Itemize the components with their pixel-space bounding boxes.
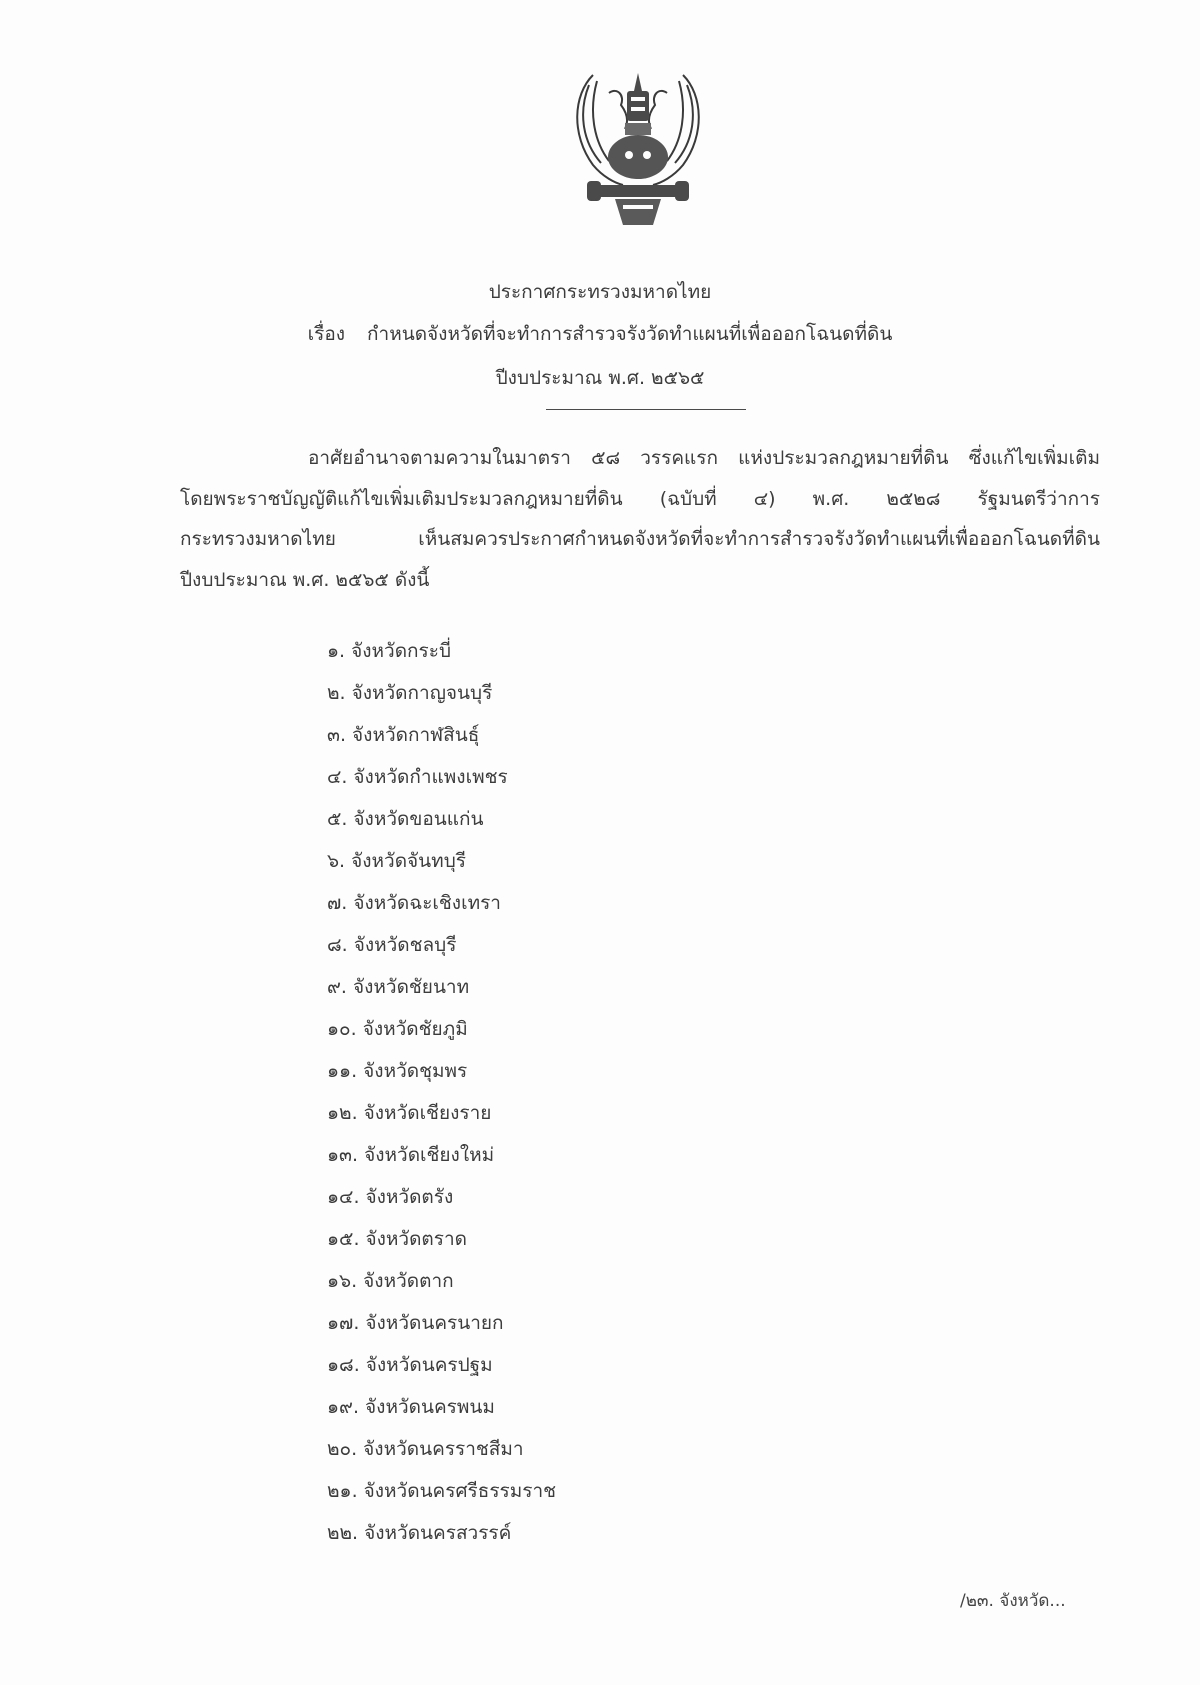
item-number: ๑๒. bbox=[327, 1102, 358, 1124]
item-number: ๒. bbox=[327, 682, 346, 704]
list-item bbox=[327, 1008, 556, 1050]
item-number: ๑๑. bbox=[327, 1060, 358, 1082]
list-item bbox=[327, 1512, 556, 1554]
list-item bbox=[327, 1218, 556, 1260]
province-name: จังหวัดตรัง bbox=[365, 1186, 454, 1208]
list-item bbox=[327, 1260, 556, 1302]
province-name: จังหวัดตาก bbox=[363, 1270, 454, 1292]
item-number: ๑๖. bbox=[327, 1270, 358, 1292]
list-item bbox=[327, 1344, 556, 1386]
header-divider bbox=[546, 409, 746, 410]
province-name: จังหวัดนครราชสีมา bbox=[363, 1438, 524, 1460]
province-name: จังหวัดนครพนม bbox=[365, 1396, 495, 1418]
province-name: จังหวัดชลบุรี bbox=[353, 934, 457, 956]
list-item bbox=[327, 924, 556, 966]
list-item bbox=[327, 798, 556, 840]
list-item bbox=[327, 1092, 556, 1134]
issuer-title: ประกาศกระทรวงมหาดไทย bbox=[488, 281, 712, 303]
item-number: ๔. bbox=[327, 766, 348, 788]
item-number: ๑๘. bbox=[327, 1354, 360, 1376]
list-item bbox=[327, 1050, 556, 1092]
body-line: โดยพระราชบัญญัติแก้ไขเพิ่มเติมประมวลกฎหมายที่ดิน (ฉบับที่ ๔) พ.ศ. ๒๕๒๘ รัฐมนตรีว่าการ bbox=[180, 487, 1100, 510]
item-number: ๓. bbox=[327, 724, 347, 746]
province-name: จังหวัดนครศรีธรรมราช bbox=[363, 1480, 557, 1502]
list-item bbox=[327, 1302, 556, 1344]
item-number: ๑๗. bbox=[327, 1312, 360, 1334]
item-number: ๑๐. bbox=[327, 1018, 357, 1040]
item-number: ๑๙. bbox=[327, 1396, 360, 1418]
subject-line bbox=[0, 322, 1200, 346]
item-number: ๒๐. bbox=[327, 1438, 358, 1460]
province-name: จังหวัดชัยนาท bbox=[352, 976, 470, 998]
item-number: ๘. bbox=[327, 934, 348, 956]
page-continuation: /๒๓. จังหวัด... bbox=[960, 1591, 1066, 1611]
subject-text: กำหนดจังหวัดที่จะทำการสำรวจรังวัดทำแผนที่เพื่อออกโฉนดที่ดิน bbox=[367, 323, 893, 345]
item-number: ๗. bbox=[327, 892, 348, 914]
item-number: ๙. bbox=[327, 976, 347, 998]
province-name: จังหวัดเชียงราย bbox=[363, 1102, 492, 1124]
item-number: ๑. bbox=[327, 640, 346, 662]
province-name: จังหวัดนครนายก bbox=[365, 1312, 504, 1334]
list-item bbox=[327, 840, 556, 882]
province-name: จังหวัดกาฬสินธุ์ bbox=[352, 724, 480, 746]
province-name: จังหวัดนครปฐม bbox=[365, 1354, 493, 1376]
item-number: ๖. bbox=[327, 850, 346, 872]
province-name: จังหวัดจันทบุรี bbox=[351, 850, 466, 872]
province-name: จังหวัดฉะเชิงเทรา bbox=[353, 892, 501, 914]
list-item bbox=[327, 1386, 556, 1428]
item-number: ๒๑. bbox=[327, 1480, 358, 1502]
body-line: ปีงบประมาณ พ.ศ. ๒๕๖๕ ดังนี้ bbox=[180, 568, 430, 591]
list-item bbox=[327, 714, 556, 756]
list-item bbox=[327, 1176, 556, 1218]
province-name: จังหวัดกระบี่ bbox=[351, 640, 452, 662]
province-name: จังหวัดชัยภูมิ bbox=[362, 1018, 468, 1040]
province-name: จังหวัดขอนแก่น bbox=[353, 808, 484, 830]
province-name: จังหวัดกำแพงเพชร bbox=[353, 766, 508, 788]
item-number: ๑๕. bbox=[327, 1228, 360, 1250]
list-item bbox=[327, 882, 556, 924]
list-item bbox=[327, 966, 556, 1008]
list-item bbox=[327, 672, 556, 714]
province-name: จังหวัดเชียงใหม่ bbox=[364, 1144, 495, 1166]
list-item bbox=[327, 1470, 556, 1512]
item-number: ๒๒. bbox=[327, 1522, 359, 1544]
province-name: จังหวัดชุมพร bbox=[363, 1060, 468, 1082]
list-item bbox=[327, 630, 556, 672]
province-name: จังหวัดตราด bbox=[365, 1228, 467, 1250]
list-item bbox=[327, 1134, 556, 1176]
list-item bbox=[327, 756, 556, 798]
body-paragraph bbox=[180, 438, 1100, 600]
body-line: อาศัยอำนาจตามความในมาตรา ๕๘ วรรคแรก แห่งประมวลกฎหมายที่ดิน ซึ่งแก้ไขเพิ่มเติม bbox=[308, 447, 1100, 469]
garuda-emblem-icon bbox=[563, 65, 713, 235]
province-list bbox=[327, 630, 556, 1554]
item-number: ๑๓. bbox=[327, 1144, 359, 1166]
province-name: จังหวัดกาญจนบุรี bbox=[351, 682, 493, 704]
body-line: กระทรวงมหาดไทย เห็นสมควรประกาศกำหนดจังหวัดที่จะทำการสำรวจรังวัดทำแผนที่เพื่อออกโฉนดที่ดิน bbox=[180, 528, 1100, 550]
subject-label: เรื่อง bbox=[307, 323, 346, 345]
item-number: ๕. bbox=[327, 808, 348, 830]
fiscal-year: ปีงบประมาณ พ.ศ. ๒๕๖๕ bbox=[495, 367, 705, 389]
item-number: ๑๔. bbox=[327, 1186, 360, 1208]
province-name: จังหวัดนครสวรรค์ bbox=[364, 1522, 512, 1544]
list-item bbox=[327, 1428, 556, 1470]
